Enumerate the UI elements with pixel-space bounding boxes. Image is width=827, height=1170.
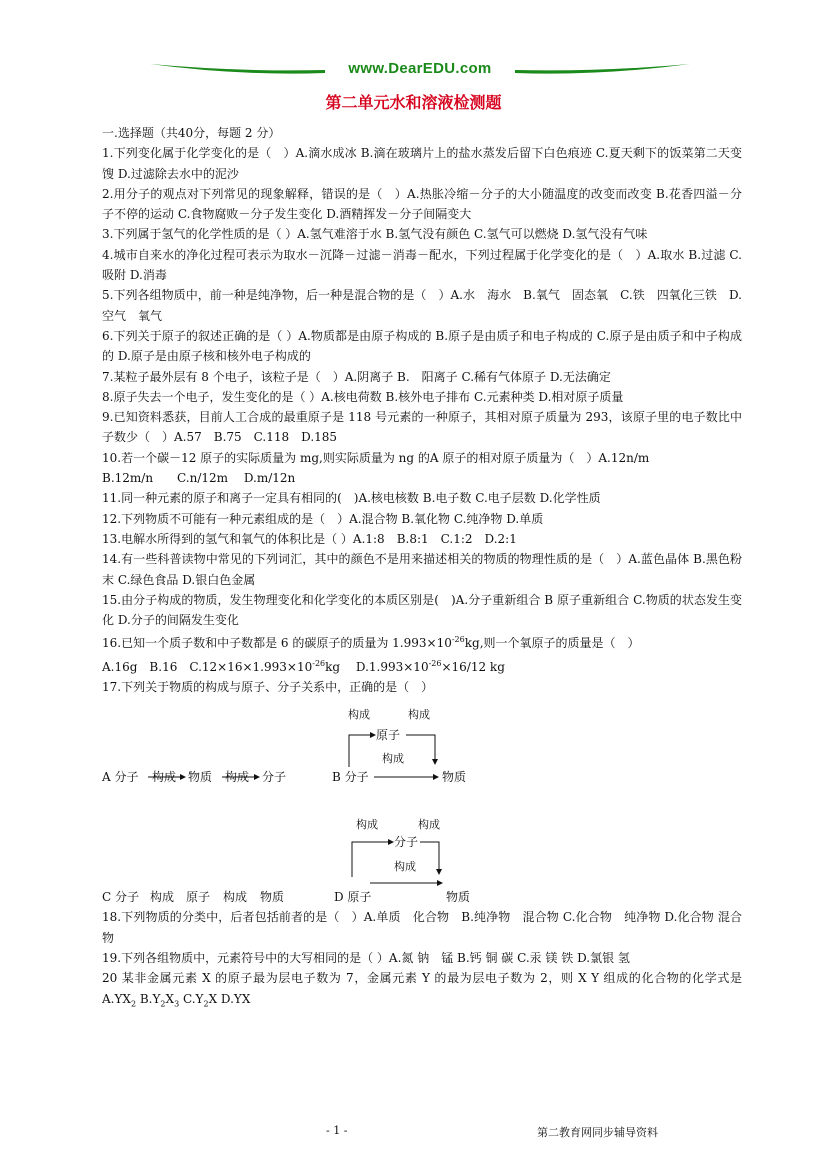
q17-option-d-arrow-label: 构成: [394, 860, 416, 874]
question-10-options: B.12m/n C.n/12m D.m/12n: [102, 471, 296, 486]
q17-option-b-start: B 分子: [332, 770, 369, 785]
section-heading: 一.选择题（共40分，每题 2 分）: [102, 126, 281, 140]
question-11: 11.同一种元素的原子和离子一定具有相同的( )A.核电核数 B.电子数 C.电子层数 D.化学性质: [102, 491, 601, 506]
q17-arrows: [102, 697, 742, 887]
question-19: 19.下列各组物质中，元素符号中的大写相同的是（ ）A.氮 钠 锰 B.钙 铜 碳 C.汞 镁 铁 D.氯银 氢: [102, 950, 630, 965]
q17-option-d-start: D 原子: [334, 890, 372, 905]
question-12: 12.下列物质不可能有一种元素组成的是（ ）A.混合物 B.氧化物 C.纯净物 D.单质: [102, 511, 544, 526]
footer-source: 第二教育网同步辅导资料: [537, 1126, 658, 1139]
question-15: 15.由分子构成的物质，发生物理变化和化学变化的本质区别是( )A.分子重新组合 B 原子重新组合 C.物质的状态发生变化 D.分子的间隔发生变化: [102, 592, 742, 628]
question-4: 4.城市自来水的净化过程可表示为取水－沉降－过滤－消毒－配水，下列过程属于化学变化的是（ ）A.取水 B.过滤 C.吸附 D.消毒: [102, 247, 742, 283]
document-body: [102, 123, 742, 1014]
question-13: 13.电解水所得到的氢气和氧气的体积比是（ ）A.1:8 B.8:1 C.1:2 D.2:1: [102, 531, 517, 546]
site-header: [150, 58, 690, 84]
q17-option-cd-row: [102, 887, 742, 907]
question-14: 14.有一些科普读物中常见的下列词汇，其中的颜色不是用来描述相关的物质的物理性质的是（ ）A.蓝色晶体 B.黑色粉末 C.绿色食品 D.银白色金属: [102, 552, 742, 587]
question-16-options: A.16g B.16 $C.12\times 16\times 1.993\times 10^{-26}kg$ $D.1.993\times 10^{-26}\times 16/12$ kg: [102, 658, 505, 674]
q17-option-a-end: 分子: [262, 770, 287, 785]
site-url: www.DearEDU.com: [348, 60, 492, 77]
question-20: 20 某非金属元素 X 的原子最为层电子数为 7，金属元素 Y 的最为层电子数为 2，则 X Y 组成的化合物的化学式是 $A.YX_2$ $B.Y_2X_3$ $C.Y_2X$ D.YX: [102, 971, 742, 1008]
q17-option-b-arrow-label: 构成: [382, 752, 404, 766]
question-2: 2.用分子的观点对下列常见的现象解释，错误的是（ ）A.热胀冷缩－分子的大小随温度的改变而改变 B.花香四溢－分子不停的运动 C.食物腐败－分子发生变化 D.酒精挥发－分子间隔变大: [102, 186, 742, 222]
q17-option-b-end: 物质: [442, 770, 467, 785]
q17-option-d-center: 分子: [394, 835, 419, 850]
question-3: 3.下列属于氢气的化学性质的是（ ）A.氢气难溶于水 B.氢气没有颜色 C.氢气可以燃烧 D.氢气没有气味: [102, 227, 648, 242]
question-6: 6.下列关于原子的叙述正确的是（ ）A.物质都是由原子构成的 B.原子是由质子和电子构成的 C.原子是由质子和中子构成的 D.原子是由原子核和核外电子构成的: [102, 328, 742, 364]
q17-option-b-top-right: 构成: [408, 708, 430, 722]
page-number: - 1 -: [326, 1124, 348, 1137]
question-16: 16.已知一个质子数和中子数都是 6 的碳原子的质量为 $1.993\times 10^{-26}kg$,则一个氧原子的质量是（ ）: [102, 635, 640, 651]
q17-diagrams: [102, 697, 742, 887]
question-18: 18.下列物质的分类中，后者包括前者的是（ ）A.单质 化合物 B.纯净物 混合物 C.化合物 纯净物 D.化合物 混合物: [102, 910, 742, 945]
q17-option-b-top-left: 构成: [348, 708, 370, 722]
question-8: 8.原子失去一个电子，发生变化的是（ ）A.核电荷数 B.核外电子排布 C.元素种类 D.相对原子质量: [102, 389, 624, 404]
q17-option-c-end: 物质: [260, 890, 285, 905]
question-7: 7.某粒子最外层有 8 个电子，该粒子是（ ）A.阴离子 B. 阳离子 C.稀有气体原子 D.无法确定: [102, 369, 611, 384]
page-title: 第二单元水和溶液检测题: [325, 93, 502, 112]
q17-option-c-relation-1: 构成: [150, 890, 175, 905]
q17-option-c-relation-2: 构成: [223, 890, 248, 905]
q17-option-b-center: 原子: [376, 728, 401, 743]
q17-option-c-middle: 原子: [186, 890, 211, 905]
question-17: 17.下列关于物质的构成与原子、分子关系中，正确的是（ ）: [102, 680, 434, 695]
question-5: 5.下列各组物质中，前一种是纯净物，后一种是混合物的是（ ）A.水 海水 B.氧气 固态氧 C.铁 四氧化三铁 D.空气 氧气: [102, 288, 742, 323]
q17-option-a-relation-1: 构成: [152, 770, 177, 785]
q17-option-a-start: A 分子: [102, 770, 139, 785]
q17-option-d-end: 物质: [446, 890, 471, 905]
q17-option-d-top-left: 构成: [356, 818, 378, 832]
q17-option-a-relation-2: 构成: [225, 770, 250, 785]
question-1: 1.下列变化属于化学变化的是（ ）A.滴水成冰 B.滴在玻璃片上的盐水蒸发后留下白色痕迹 C.夏天剩下的饭菜第二天变馊 D.过滤除去水中的泥沙: [102, 146, 742, 181]
question-10: 10.若一个碳－12 原子的实际质量为 mg,则实际质量为 ng 的A 原子的相对原子质量为（ ）A.12n/m: [102, 450, 650, 465]
q17-option-d-top-right: 构成: [418, 818, 440, 832]
q17-option-c-start: C 分子: [102, 890, 139, 905]
q17-option-a-middle: 物质: [188, 770, 213, 785]
question-9: 9.已知资料悉获，目前人工合成的最重原子是 118 号元素的一种原子，其相对原子质量为 293，该原子里的电子数比中子数少（ ）A.57 B.75 C.118 D.185: [102, 410, 742, 445]
